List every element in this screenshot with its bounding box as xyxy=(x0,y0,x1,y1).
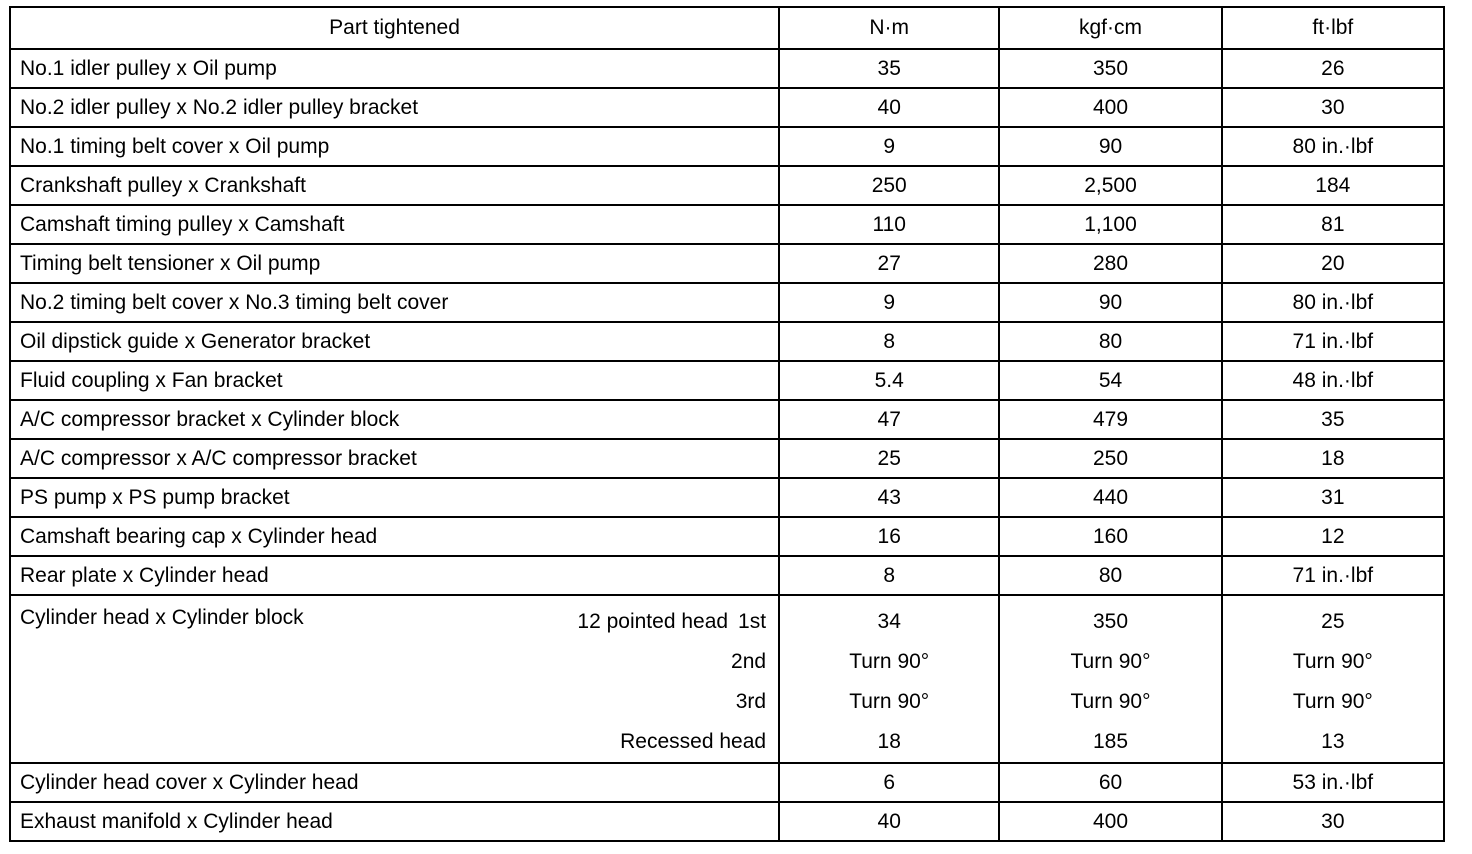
table-row xyxy=(10,478,1444,517)
nm-cell: 250 xyxy=(779,166,999,205)
nm-cell: 27 xyxy=(779,244,999,283)
kgfcm-cell: 80 xyxy=(999,322,1221,361)
kgfcm-cell: 2,500 xyxy=(999,166,1221,205)
kgfcm-cell: 90 xyxy=(999,283,1221,322)
cylinder-head-part-label: Cylinder head x Cylinder block xyxy=(20,606,304,629)
table-row xyxy=(10,763,1444,802)
kgfcm-cell: 1,100 xyxy=(999,205,1221,244)
table-row xyxy=(10,400,1444,439)
table-row xyxy=(10,127,1444,166)
table-row xyxy=(10,205,1444,244)
ftlbf-cell: 31 xyxy=(1222,478,1444,517)
table-row xyxy=(10,361,1444,400)
part-cell: A/C compressor x A/C compressor bracket xyxy=(10,439,779,478)
nm-cell: 47 xyxy=(779,400,999,439)
part-cell: PS pump x PS pump bracket xyxy=(10,478,779,517)
step-prefix: 12 pointed head xyxy=(577,610,729,633)
nm-value: Turn 90° xyxy=(849,650,930,673)
table-header-row xyxy=(10,7,1444,49)
kgfcm-cell: 400 xyxy=(999,88,1221,127)
nm-cell: 25 xyxy=(779,439,999,478)
kgfcm-cell: 400 xyxy=(999,802,1221,841)
part-cell: Exhaust manifold x Cylinder head xyxy=(10,802,779,841)
kgfcm-cell: 350 xyxy=(999,49,1221,88)
kgfcm-cell: 440 xyxy=(999,478,1221,517)
part-cell: No.2 timing belt cover x No.3 timing belt cover xyxy=(10,283,779,322)
kgfcm-value: 350 xyxy=(1092,610,1129,633)
kgfcm-cell: 280 xyxy=(999,244,1221,283)
cylinder-head-steps xyxy=(577,602,766,762)
part-cell: A/C compressor bracket x Cylinder block xyxy=(10,400,779,439)
ftlbf-cell: 18 xyxy=(1222,439,1444,478)
cylinder-head-ftlbf-cell xyxy=(1222,595,1444,763)
nm-cell: 110 xyxy=(779,205,999,244)
cylinder-head-row xyxy=(10,595,1444,763)
nm-value: Turn 90° xyxy=(849,690,930,713)
ftlbf-cell: 80 in.·lbf xyxy=(1222,283,1444,322)
ftlbf-value: 25 xyxy=(1321,610,1345,633)
header-kgfcm: kgf·cm xyxy=(999,7,1221,49)
step-label: 2nd xyxy=(731,650,767,673)
ftlbf-cell: 35 xyxy=(1222,400,1444,439)
ftlbf-cell: 30 xyxy=(1222,802,1444,841)
ftlbf-cell: 184 xyxy=(1222,166,1444,205)
ftlbf-cell: 53 in.·lbf xyxy=(1222,763,1444,802)
table-row xyxy=(10,322,1444,361)
kgfcm-cell: 54 xyxy=(999,361,1221,400)
kgfcm-cell: 479 xyxy=(999,400,1221,439)
table-row xyxy=(10,439,1444,478)
ftlbf-cell: 80 in.·lbf xyxy=(1222,127,1444,166)
part-cell: No.1 timing belt cover x Oil pump xyxy=(10,127,779,166)
nm-cell: 8 xyxy=(779,322,999,361)
step-label: 3rd xyxy=(735,690,767,713)
header-ftlbf: ft·lbf xyxy=(1222,7,1444,49)
kgfcm-cell: 60 xyxy=(999,763,1221,802)
ftlbf-value: Turn 90° xyxy=(1292,650,1373,673)
ftlbf-cell: 30 xyxy=(1222,88,1444,127)
kgfcm-value: 185 xyxy=(1092,730,1129,753)
step-label: Recessed head xyxy=(620,730,767,753)
part-cell: Camshaft bearing cap x Cylinder head xyxy=(10,517,779,556)
step-line-3rd xyxy=(577,682,766,722)
kgfcm-cell: 160 xyxy=(999,517,1221,556)
table-row xyxy=(10,517,1444,556)
part-cell: Crankshaft pulley x Crankshaft xyxy=(10,166,779,205)
nm-cell: 5.4 xyxy=(779,361,999,400)
part-cell: No.2 idler pulley x No.2 idler pulley bracket xyxy=(10,88,779,127)
nm-cell: 8 xyxy=(779,556,999,595)
cylinder-head-part-cell xyxy=(10,595,779,763)
header-nm: N·m xyxy=(779,7,999,49)
ftlbf-cell: 71 in.·lbf xyxy=(1222,322,1444,361)
table-row xyxy=(10,166,1444,205)
kgfcm-value: Turn 90° xyxy=(1070,690,1151,713)
cylinder-head-kgfcm-cell xyxy=(999,595,1221,763)
ftlbf-cell: 12 xyxy=(1222,517,1444,556)
nm-cell: 16 xyxy=(779,517,999,556)
nm-value: 18 xyxy=(877,730,901,753)
part-cell: Timing belt tensioner x Oil pump xyxy=(10,244,779,283)
part-cell: Fluid coupling x Fan bracket xyxy=(10,361,779,400)
step-label: 1st xyxy=(738,610,767,633)
nm-cell: 9 xyxy=(779,127,999,166)
nm-cell: 9 xyxy=(779,283,999,322)
kgfcm-value: Turn 90° xyxy=(1070,650,1151,673)
kgfcm-cell: 90 xyxy=(999,127,1221,166)
ftlbf-cell: 48 in.·lbf xyxy=(1222,361,1444,400)
ftlbf-cell: 26 xyxy=(1222,49,1444,88)
nm-value: 34 xyxy=(877,610,901,633)
kgfcm-cell: 80 xyxy=(999,556,1221,595)
step-line-1st xyxy=(577,602,766,642)
nm-cell: 40 xyxy=(779,802,999,841)
table-row xyxy=(10,283,1444,322)
part-cell: Rear plate x Cylinder head xyxy=(10,556,779,595)
ftlbf-value: 13 xyxy=(1321,730,1345,753)
ftlbf-cell: 20 xyxy=(1222,244,1444,283)
nm-cell: 35 xyxy=(779,49,999,88)
nm-cell: 40 xyxy=(779,88,999,127)
table-row xyxy=(10,244,1444,283)
ftlbf-cell: 81 xyxy=(1222,205,1444,244)
ftlbf-value: Turn 90° xyxy=(1292,690,1373,713)
part-cell: No.1 idler pulley x Oil pump xyxy=(10,49,779,88)
table-row xyxy=(10,802,1444,841)
table-row xyxy=(10,49,1444,88)
table-row xyxy=(10,88,1444,127)
table-row xyxy=(10,556,1444,595)
part-cell: Oil dipstick guide x Generator bracket xyxy=(10,322,779,361)
kgfcm-cell: 250 xyxy=(999,439,1221,478)
cylinder-head-nm-cell xyxy=(779,595,999,763)
nm-cell: 6 xyxy=(779,763,999,802)
step-line-2nd xyxy=(577,642,766,682)
header-part-tightened: Part tightened xyxy=(10,7,779,49)
step-line-recessed xyxy=(577,722,766,762)
torque-spec-table xyxy=(9,6,1445,842)
part-cell: Cylinder head cover x Cylinder head xyxy=(10,763,779,802)
nm-cell: 43 xyxy=(779,478,999,517)
part-cell: Camshaft timing pulley x Camshaft xyxy=(10,205,779,244)
ftlbf-cell: 71 in.·lbf xyxy=(1222,556,1444,595)
